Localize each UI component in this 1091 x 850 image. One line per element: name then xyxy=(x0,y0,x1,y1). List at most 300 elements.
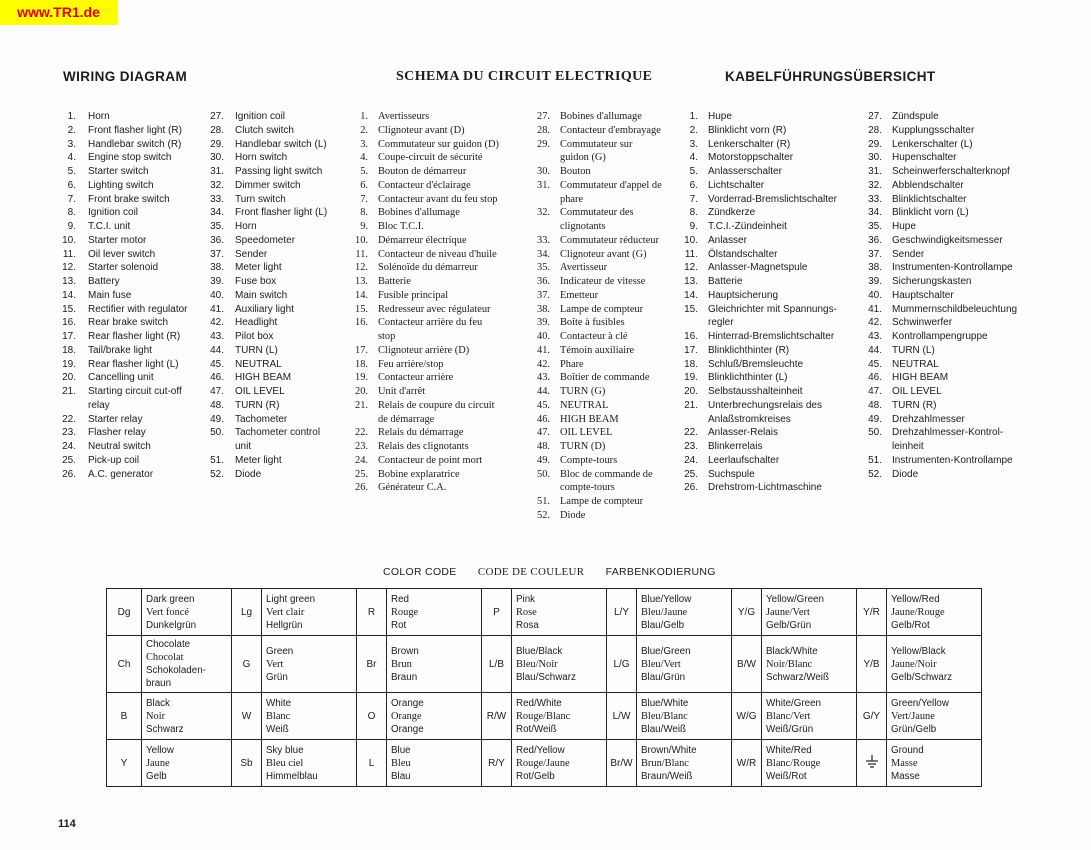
color-name-en: Brown xyxy=(391,645,419,657)
legend-item-label: guidon (G) xyxy=(560,152,606,164)
legend-item-label: Hupe xyxy=(708,111,732,122)
color-name-fr: Brun xyxy=(391,658,412,670)
legend-item-number: 52. xyxy=(537,509,550,521)
legend-item-label: Batterie xyxy=(708,276,743,287)
legend-item-label: regler xyxy=(708,317,734,329)
legend-item-number: 38. xyxy=(868,262,882,274)
legend-item-number: 5. xyxy=(67,166,76,177)
legend-item-label: Clignoteur avant (D) xyxy=(378,124,465,136)
legend-item-number: 9. xyxy=(689,221,698,232)
color-code-names xyxy=(262,740,357,787)
watermark-logo: www.TR1.de xyxy=(0,0,117,25)
legend-item-number: 26. xyxy=(355,482,368,494)
color-code-names xyxy=(142,740,232,787)
legend-item-label: Front flasher light (L) xyxy=(235,207,328,219)
legend-item-label: Meter light xyxy=(235,454,282,466)
legend-item-label: Mummernschildbeleuchtung xyxy=(892,303,1018,315)
legend-item-number: 16. xyxy=(355,317,368,329)
legend-item xyxy=(864,468,1064,482)
legend-item xyxy=(864,261,1064,275)
legend-item xyxy=(864,124,1064,138)
color-name-en: Blue/White xyxy=(641,697,689,709)
legend-item-number: 25. xyxy=(355,468,368,480)
legend-item xyxy=(532,206,687,220)
legend-item xyxy=(58,289,206,303)
color-name-de: Weiß/Grün xyxy=(766,723,814,735)
legend-item xyxy=(680,275,860,289)
legend-item-label: Gleichrichter mit Spannungs- xyxy=(708,303,837,315)
legend-item-number: 32. xyxy=(868,179,882,191)
legend-item xyxy=(532,426,687,440)
legend-item xyxy=(350,261,530,275)
legend-item-label: Rear flasher light (L) xyxy=(88,358,179,370)
color-code-abbrev: R/W xyxy=(482,693,512,740)
legend-item xyxy=(532,179,687,193)
legend-item-label: Blinklichthinter (R) xyxy=(708,344,790,356)
color-code-names xyxy=(512,693,607,740)
color-name-en: Yellow/Black xyxy=(891,645,946,657)
legend-item-label: Lighting switch xyxy=(88,179,154,191)
legend-item-number: 23. xyxy=(62,427,76,439)
legend-item-number: 12. xyxy=(684,262,698,274)
legend-item-label: Hupe xyxy=(892,221,916,232)
legend-item-label: Dimmer switch xyxy=(235,179,301,191)
color-code-table xyxy=(106,588,982,787)
legend-item xyxy=(206,220,356,234)
legend-item xyxy=(680,440,860,454)
legend-item-number: 49. xyxy=(210,413,224,425)
legend-item-label: Pilot box xyxy=(235,331,274,342)
color-name-fr: Jaune/Rouge xyxy=(891,606,945,618)
color-name-fr: Bleu/Jaune xyxy=(641,606,688,618)
legend-english-col1 xyxy=(58,110,206,481)
legend-item-number: 19. xyxy=(684,372,698,384)
legend-item-number: 13. xyxy=(62,276,76,287)
legend-item-label: Contacteur de niveau d'huile xyxy=(378,248,497,260)
legend-item xyxy=(532,468,687,482)
legend-item xyxy=(680,151,860,165)
legend-item-label: Tachometer control xyxy=(235,427,321,439)
legend-item-label: Kontrollampengruppe xyxy=(892,331,988,342)
color-name-fr: Chocolat xyxy=(146,652,184,663)
legend-item-label: Vorderrad-Bremslichtschalter xyxy=(708,193,837,205)
legend-item-label: Relais des clignotants xyxy=(378,441,469,452)
color-code-names xyxy=(887,636,982,693)
legend-item-label: NEUTRAL xyxy=(235,358,282,370)
legend-item xyxy=(532,495,687,509)
legend-item xyxy=(350,481,530,495)
legend-item-label: relay xyxy=(88,399,110,411)
legend-item xyxy=(532,261,687,275)
legend-item-label: Engine stop switch xyxy=(88,152,172,164)
color-name-de: Gelb xyxy=(146,770,167,782)
legend-item-number: 15. xyxy=(684,303,698,315)
legend-item xyxy=(206,110,356,124)
legend-item-label: Sicherungskasten xyxy=(892,276,972,287)
legend-item-label: clignotants xyxy=(560,221,606,232)
legend-item xyxy=(206,165,356,179)
legend-item xyxy=(864,316,1064,330)
legend-item xyxy=(206,468,356,482)
legend-item-number: 26. xyxy=(62,468,76,480)
legend-item-number: 9. xyxy=(360,221,368,232)
color-name-en: Black/White xyxy=(766,645,818,657)
legend-item xyxy=(864,248,1064,262)
color-name-fr: Bleu/Blanc xyxy=(641,710,688,722)
legend-item-label: T.C.I.-Zündeinheit xyxy=(708,221,787,232)
legend-item xyxy=(532,358,687,372)
legend-item-number: 4. xyxy=(689,152,698,164)
legend-item-number: 45. xyxy=(868,358,882,370)
legend-item xyxy=(206,440,356,454)
legend-item-number: 7. xyxy=(67,193,76,205)
color-code-names xyxy=(512,740,607,787)
legend-item-label: Commutateur réducteur xyxy=(560,234,659,246)
legend-item xyxy=(532,371,687,385)
legend-item-label: Commutateur d'appel de xyxy=(560,179,662,191)
legend-item-label: Commutateur sur xyxy=(560,138,633,150)
legend-item xyxy=(206,426,356,440)
legend-item-label: TURN (G) xyxy=(560,386,606,397)
legend-item-number: 43. xyxy=(868,331,882,342)
legend-item xyxy=(532,454,687,468)
legend-item-label: Commutateur sur guidon (D) xyxy=(378,138,499,150)
legend-item-label: Contacteur arrière du feu xyxy=(378,317,483,329)
legend-item-label: Phare xyxy=(560,358,584,370)
legend-item xyxy=(206,151,356,165)
legend-item xyxy=(58,454,206,468)
legend-item xyxy=(350,468,530,482)
legend-item-label: leinheit xyxy=(892,441,924,452)
legend-item-label: Sender xyxy=(892,248,925,260)
legend-item-number: 22. xyxy=(62,413,76,425)
color-name-en: Green xyxy=(266,645,294,657)
legend-item-label: Starter switch xyxy=(88,166,149,177)
legend-item xyxy=(58,206,206,220)
color-name-de: Rosa xyxy=(516,619,539,631)
legend-item-label: Bouton de démarreur xyxy=(378,166,467,177)
color-name-en: Yellow xyxy=(146,744,174,756)
color-name-fr: Vert foncé xyxy=(146,606,189,618)
legend-item-label: Diode xyxy=(235,468,262,480)
legend-item-label: Coupe-circuit de sécurité xyxy=(378,152,483,164)
legend-item-label: Bobines d'allumage xyxy=(560,111,642,122)
legend-item-label: TURN (L) xyxy=(892,344,935,356)
legend-item-number: 24. xyxy=(62,441,76,452)
color-name-de: Dunkelgrün xyxy=(146,619,197,631)
legend-item-label: Anlasser xyxy=(708,234,747,246)
legend-item xyxy=(532,289,687,303)
legend-item xyxy=(680,358,860,372)
legend-item-label: Meter light xyxy=(235,262,282,274)
legend-item-label: Clignoteur arrière (D) xyxy=(378,344,470,356)
legend-item-label: Front flasher light (R) xyxy=(88,124,182,136)
color-code-title xyxy=(383,566,734,578)
color-name-de: Gelb/Schwarz xyxy=(891,671,952,683)
legend-item xyxy=(864,165,1064,179)
legend-item-number: 7. xyxy=(360,193,368,205)
legend-item xyxy=(864,385,1064,399)
legend-item-label: Anlasser-Magnetspule xyxy=(708,262,808,274)
legend-item xyxy=(206,234,356,248)
legend-item-number: 38. xyxy=(210,262,224,274)
legend-item-label: compte-tours xyxy=(560,482,615,494)
legend-item xyxy=(350,440,530,454)
legend-item xyxy=(206,303,356,317)
legend-item xyxy=(58,165,206,179)
legend-item xyxy=(206,316,356,330)
legend-item xyxy=(206,289,356,303)
legend-item-number: 20. xyxy=(62,372,76,384)
color-name-en: Yellow/Red xyxy=(891,593,940,605)
legend-item-number: 1. xyxy=(689,111,698,122)
color-name-fr: Brun/Blanc xyxy=(641,757,689,769)
color-name-de: Hellgrün xyxy=(266,619,303,631)
color-code-abbrev: Y/R xyxy=(857,589,887,636)
legend-item xyxy=(532,275,687,289)
legend-item-number: 33. xyxy=(868,193,882,205)
legend-item-number: 50. xyxy=(868,427,882,439)
legend-item-number: 29. xyxy=(210,138,224,150)
color-name-en: Brown/White xyxy=(641,744,697,756)
legend-item-number: 21. xyxy=(355,399,368,411)
legend-item-label: Clutch switch xyxy=(235,124,294,136)
color-name-en: Chocolate xyxy=(146,639,191,650)
legend-item xyxy=(58,275,206,289)
legend-item xyxy=(680,413,860,427)
legend-item-label: Lampe de compteur xyxy=(560,303,644,315)
color-name-fr: Vert xyxy=(266,658,284,670)
legend-item xyxy=(350,303,530,317)
legend-item-number: 46. xyxy=(210,372,224,384)
color-name-de: Braun/Weiß xyxy=(641,770,693,782)
legend-item-number: 41. xyxy=(537,344,550,356)
legend-item-number: 51. xyxy=(537,496,550,507)
legend-item-number: 35. xyxy=(210,221,224,232)
legend-item-number: 28. xyxy=(210,124,224,136)
legend-item xyxy=(350,371,530,385)
color-name-de: Blau/Gelb xyxy=(641,619,685,631)
legend-item xyxy=(864,275,1064,289)
color-code-abbrev: Y xyxy=(107,740,142,787)
color-code-names xyxy=(142,693,232,740)
legend-item-number: 11. xyxy=(684,248,698,260)
legend-item-number: 14. xyxy=(684,289,698,301)
color-code-abbrev: B/W xyxy=(732,636,762,693)
legend-item xyxy=(58,248,206,262)
legend-item xyxy=(58,303,206,317)
color-code-abbrev: G/Y xyxy=(857,693,887,740)
color-name-fr: Rouge/Blanc xyxy=(516,710,571,722)
legend-item-label: Compte-tours xyxy=(560,454,618,466)
legend-item-label: Hupenschalter xyxy=(892,152,957,164)
legend-item xyxy=(864,330,1064,344)
legend-item xyxy=(350,110,530,124)
legend-item-number: 33. xyxy=(537,234,550,246)
legend-item-number: 44. xyxy=(537,386,550,397)
legend-item-label: Zündkerze xyxy=(708,207,756,219)
legend-item-label: Motorstoppschalter xyxy=(708,152,794,164)
legend-item-number: 42. xyxy=(210,317,224,329)
legend-item xyxy=(532,316,687,330)
legend-item xyxy=(58,124,206,138)
legend-item-label: Anlasser-Relais xyxy=(708,427,779,439)
legend-item-number: 47. xyxy=(868,386,882,397)
legend-item-number: 10. xyxy=(684,234,698,246)
legend-item xyxy=(680,261,860,275)
legend-item-number: 52. xyxy=(868,468,882,480)
legend-item-label: Bloc T.C.I. xyxy=(378,221,424,232)
legend-item xyxy=(350,193,530,207)
legend-item xyxy=(532,248,687,262)
legend-item xyxy=(206,330,356,344)
legend-item-number: 2. xyxy=(689,124,698,136)
legend-item-label: Commutateur des xyxy=(560,207,634,219)
color-code-names xyxy=(387,693,482,740)
legend-item xyxy=(864,234,1064,248)
legend-item xyxy=(532,110,687,124)
legend-item xyxy=(350,426,530,440)
color-code-names xyxy=(887,740,982,787)
color-code-names xyxy=(887,589,982,636)
color-name-de: Gelb/Grün xyxy=(766,619,812,631)
legend-item-label: Battery xyxy=(88,276,120,287)
legend-item-label: NEUTRAL xyxy=(560,399,609,411)
color-name-fr: Rose xyxy=(516,606,537,618)
legend-item-number: 38. xyxy=(537,303,550,315)
color-name-en: Green/Yellow xyxy=(891,697,949,709)
legend-item-number: 30. xyxy=(868,152,882,164)
legend-item xyxy=(206,206,356,220)
heading-french: SCHEMA DU CIRCUIT ELECTRIQUE xyxy=(396,69,653,84)
legend-item xyxy=(350,124,530,138)
legend-item xyxy=(680,138,860,152)
legend-item-label: Starter relay xyxy=(88,413,143,425)
legend-item xyxy=(864,426,1064,440)
legend-item-label: Diode xyxy=(560,509,586,521)
color-code-names xyxy=(637,589,732,636)
legend-item-number: 43. xyxy=(210,331,224,342)
color-name-en: Light green xyxy=(266,593,316,605)
legend-item-label: Suchspule xyxy=(708,468,755,480)
color-name-fr: Rouge/Jaune xyxy=(516,757,570,769)
legend-item xyxy=(532,413,687,427)
legend-item-number: 39. xyxy=(210,276,224,287)
legend-item-number: 21. xyxy=(684,399,698,411)
legend-item-number: 44. xyxy=(210,344,224,356)
legend-item-number: 33. xyxy=(210,193,224,205)
legend-item-label: Boîte à fusibles xyxy=(560,317,625,329)
legend-item-label: A.C. generator xyxy=(88,468,154,480)
color-name-fr: Bleu xyxy=(391,757,411,769)
legend-item-label: Anlaßstromkreises xyxy=(708,413,791,425)
heading-english: WIRING DIAGRAM xyxy=(63,69,188,84)
legend-item-number: 34. xyxy=(868,207,882,219)
color-name-fr: Vert clair xyxy=(266,606,305,618)
legend-item-label: Handlebar switch (L) xyxy=(235,138,327,150)
color-name-de: Rot xyxy=(391,619,407,631)
legend-item xyxy=(206,193,356,207)
legend-item xyxy=(680,193,860,207)
legend-item-label: Scheinwerferschalterknopf xyxy=(892,166,1010,177)
legend-item-label: Démarreur électrique xyxy=(378,234,467,246)
color-code-row xyxy=(107,589,982,636)
color-code-abbrev: P xyxy=(482,589,512,636)
legend-item xyxy=(680,234,860,248)
legend-item-label: OIL LEVEL xyxy=(560,427,613,439)
color-code-abbrev: L xyxy=(357,740,387,787)
color-name-en: Orange xyxy=(391,697,424,709)
legend-item-number: 23. xyxy=(355,441,368,452)
legend-item xyxy=(680,399,860,413)
legend-item xyxy=(206,124,356,138)
color-name-en: Dark green xyxy=(146,593,195,605)
legend-item-label: Contacteur avant du feu stop xyxy=(378,193,498,205)
legend-item xyxy=(864,138,1064,152)
legend-item-label: Instrumenten-Kontrollampe xyxy=(892,262,1013,274)
legend-item xyxy=(864,206,1064,220)
legend-item-number: 47. xyxy=(537,427,550,439)
legend-item-number: 46. xyxy=(868,372,882,384)
legend-french-col1 xyxy=(350,110,530,495)
color-name-fr: Rouge xyxy=(391,606,419,618)
legend-item xyxy=(350,399,530,413)
color-name-de: Blau/Weiß xyxy=(641,723,687,735)
color-code-abbrev: O xyxy=(357,693,387,740)
legend-item-number: 49. xyxy=(537,454,550,466)
legend-item-label: Témoin auxiliaire xyxy=(560,344,635,356)
legend-item-number: 2. xyxy=(360,124,368,136)
legend-item xyxy=(532,385,687,399)
color-code-names xyxy=(887,693,982,740)
color-code-row xyxy=(107,740,982,787)
color-code-names xyxy=(637,636,732,693)
legend-item-number: 8. xyxy=(689,207,698,219)
legend-item-label: Solénoïde du démarreur xyxy=(378,262,478,274)
legend-item-number: 36. xyxy=(210,234,224,246)
legend-item-number: 22. xyxy=(355,427,368,439)
legend-item-label: Hauptsicherung xyxy=(708,289,779,301)
legend-item xyxy=(206,399,356,413)
legend-item xyxy=(350,151,530,165)
legend-item xyxy=(680,289,860,303)
color-name-de: Rot/Weiß xyxy=(516,723,557,735)
legend-item-number: 6. xyxy=(360,179,368,191)
legend-item-label: Lampe de compteur xyxy=(560,496,644,507)
legend-item xyxy=(206,385,356,399)
heading-german: KABELFÜHRUNGSÜBERSICHT xyxy=(725,69,936,84)
legend-item-number: 40. xyxy=(868,289,882,301)
legend-item-number: 8. xyxy=(67,207,76,219)
legend-item-label: Hauptschalter xyxy=(892,289,954,301)
legend-item-number: 43. xyxy=(537,372,550,384)
legend-item xyxy=(680,385,860,399)
legend-item xyxy=(532,151,687,165)
legend-item-number: 36. xyxy=(537,276,550,287)
color-code-names xyxy=(637,693,732,740)
legend-item-number: 18. xyxy=(684,358,698,370)
legend-item-number: 31. xyxy=(210,166,224,177)
legend-item-number: 16. xyxy=(62,317,76,329)
legend-item-label: Indicateur de vitesse xyxy=(560,276,646,287)
legend-item-label: Lenkerschalter (R) xyxy=(708,138,791,150)
legend-item xyxy=(350,138,530,152)
legend-item-number: 31. xyxy=(868,166,882,177)
legend-item-number: 3. xyxy=(689,138,698,150)
legend-item-number: 51. xyxy=(868,454,882,466)
legend-item-number: 5. xyxy=(689,166,698,177)
legend-item xyxy=(532,344,687,358)
